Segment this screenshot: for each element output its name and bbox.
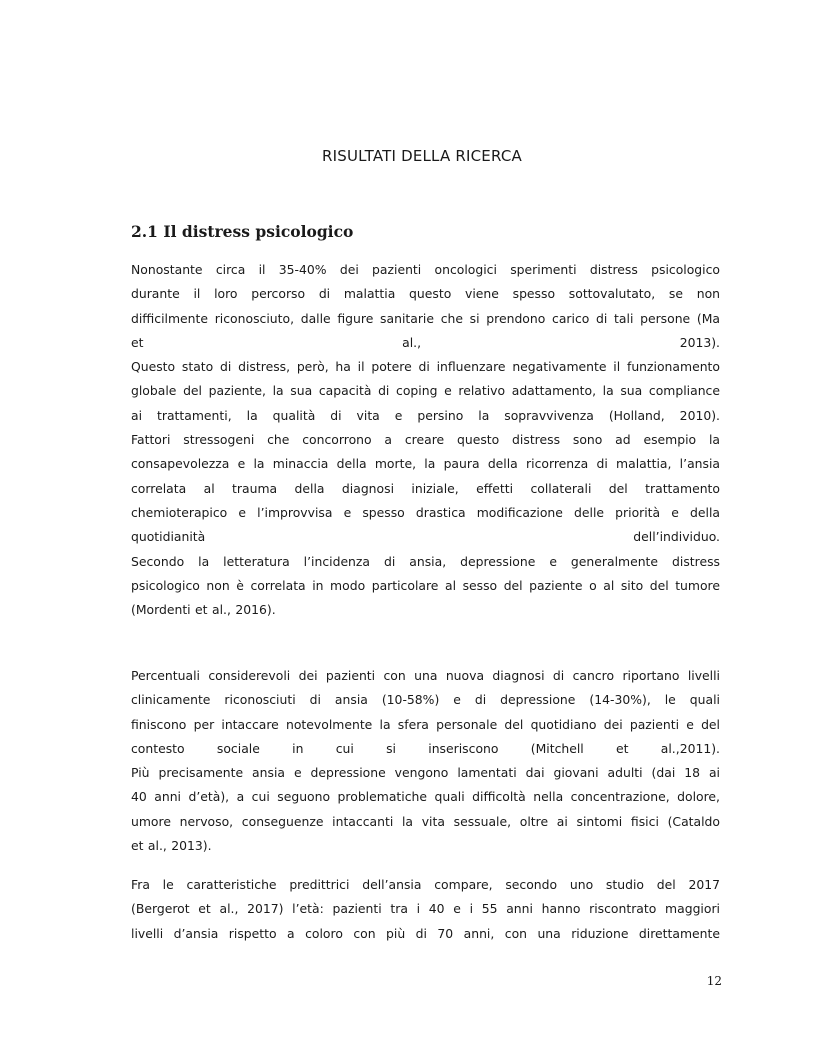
text-line: et al., 2013). [131,838,212,854]
text-line: Più precisamente ansia e depressione vengono lamentati dai giovani adulti (dai 18 ai [131,765,720,781]
text-line: finiscono per intaccare notevolmente la sfera personale del quotidiano dei pazienti e del [131,716,720,732]
text-line: Nonostante circa il 35-40% dei pazienti oncologici sperimenti distress psicologico [131,262,720,277]
text-line: difficilmente riconosciuto, dalle figure sanitarie che si prendono carico di tali persone (Ma [131,310,720,326]
text-line: ai trattamenti, la qualità di vita e persino la sopravvivenza (Holland, 2010). [131,407,720,423]
text-line: contesto sociale in cui si inseriscono (Mitchell et al.,2011). [131,740,720,756]
text-line: consapevolezza e la minaccia della morte, la paura della ricorrenza di malattia, l’ansia [131,456,720,472]
text-line: (Mordenti et al., 2016). [131,602,276,618]
text-line: Fattori stressogeni che concorrono a creare questo distress sono ad esempio la [131,432,720,448]
text-line: Secondo la letteratura l’incidenza di ansia, depressione e generalmente distress [131,553,720,569]
text-line: Questo stato di distress, però, ha il potere di influenzare negativamente il funzionamento [131,359,720,375]
chapter-title: RISULTATI DELLA RICERCA [321,147,522,165]
text-line: correlata al trauma della diagnosi iniziale, effetti collaterali del trattamento [131,480,720,496]
text-line: clinicamente riconosciuti di ansia (10-58%) e di depressione (14-30%), le quali [131,692,720,708]
text-line: umore nervoso, conseguenze intaccanti la vita sessuale, oltre ai sintomi fisici (Cataldo [131,813,720,829]
text-line: Percentuali considerevoli dei pazienti con una nuova diagnosi di cancro riportano livelli [131,668,720,683]
text-line: 40 anni d’età), a cui seguono problematiche quali difficoltà nella concentrazione, dolore, [131,789,720,805]
text-line: (Bergerot et al., 2017) l’età: pazienti tra i 40 e i 55 anni hanno riscontrato maggiori [131,901,720,917]
text-line: psicologico non è correlata in modo particolare al sesso del paziente o al sito del tumore [131,577,720,593]
text-line: livelli d’ansia rispetto a coloro con più di 70 anni, con una riduzione direttamente [131,925,720,941]
paragraph-3 [131,873,720,946]
text-line: Fra le caratteristiche predittrici dell’ansia compare, secondo uno studio del 2017 [131,877,720,892]
paragraph-1 [131,258,720,622]
text-line: globale del paziente, la sua capacità di coping e relativo adattamento, la sua compliance [131,383,720,399]
text-line: durante il loro percorso di malattia questo viene spesso sottovalutato, se non [131,286,720,302]
section-heading: 2.1 Il distress psicologico [131,222,354,241]
text-line: chemioterapico e l’improvvisa e spesso drastica modificazione delle priorità e della [131,504,720,520]
text-line: et al., 2013). [131,334,720,350]
page-number: 12 [706,974,722,988]
paragraph-2 [131,664,720,858]
text-line: quotidianità dell’individuo. [131,529,720,545]
